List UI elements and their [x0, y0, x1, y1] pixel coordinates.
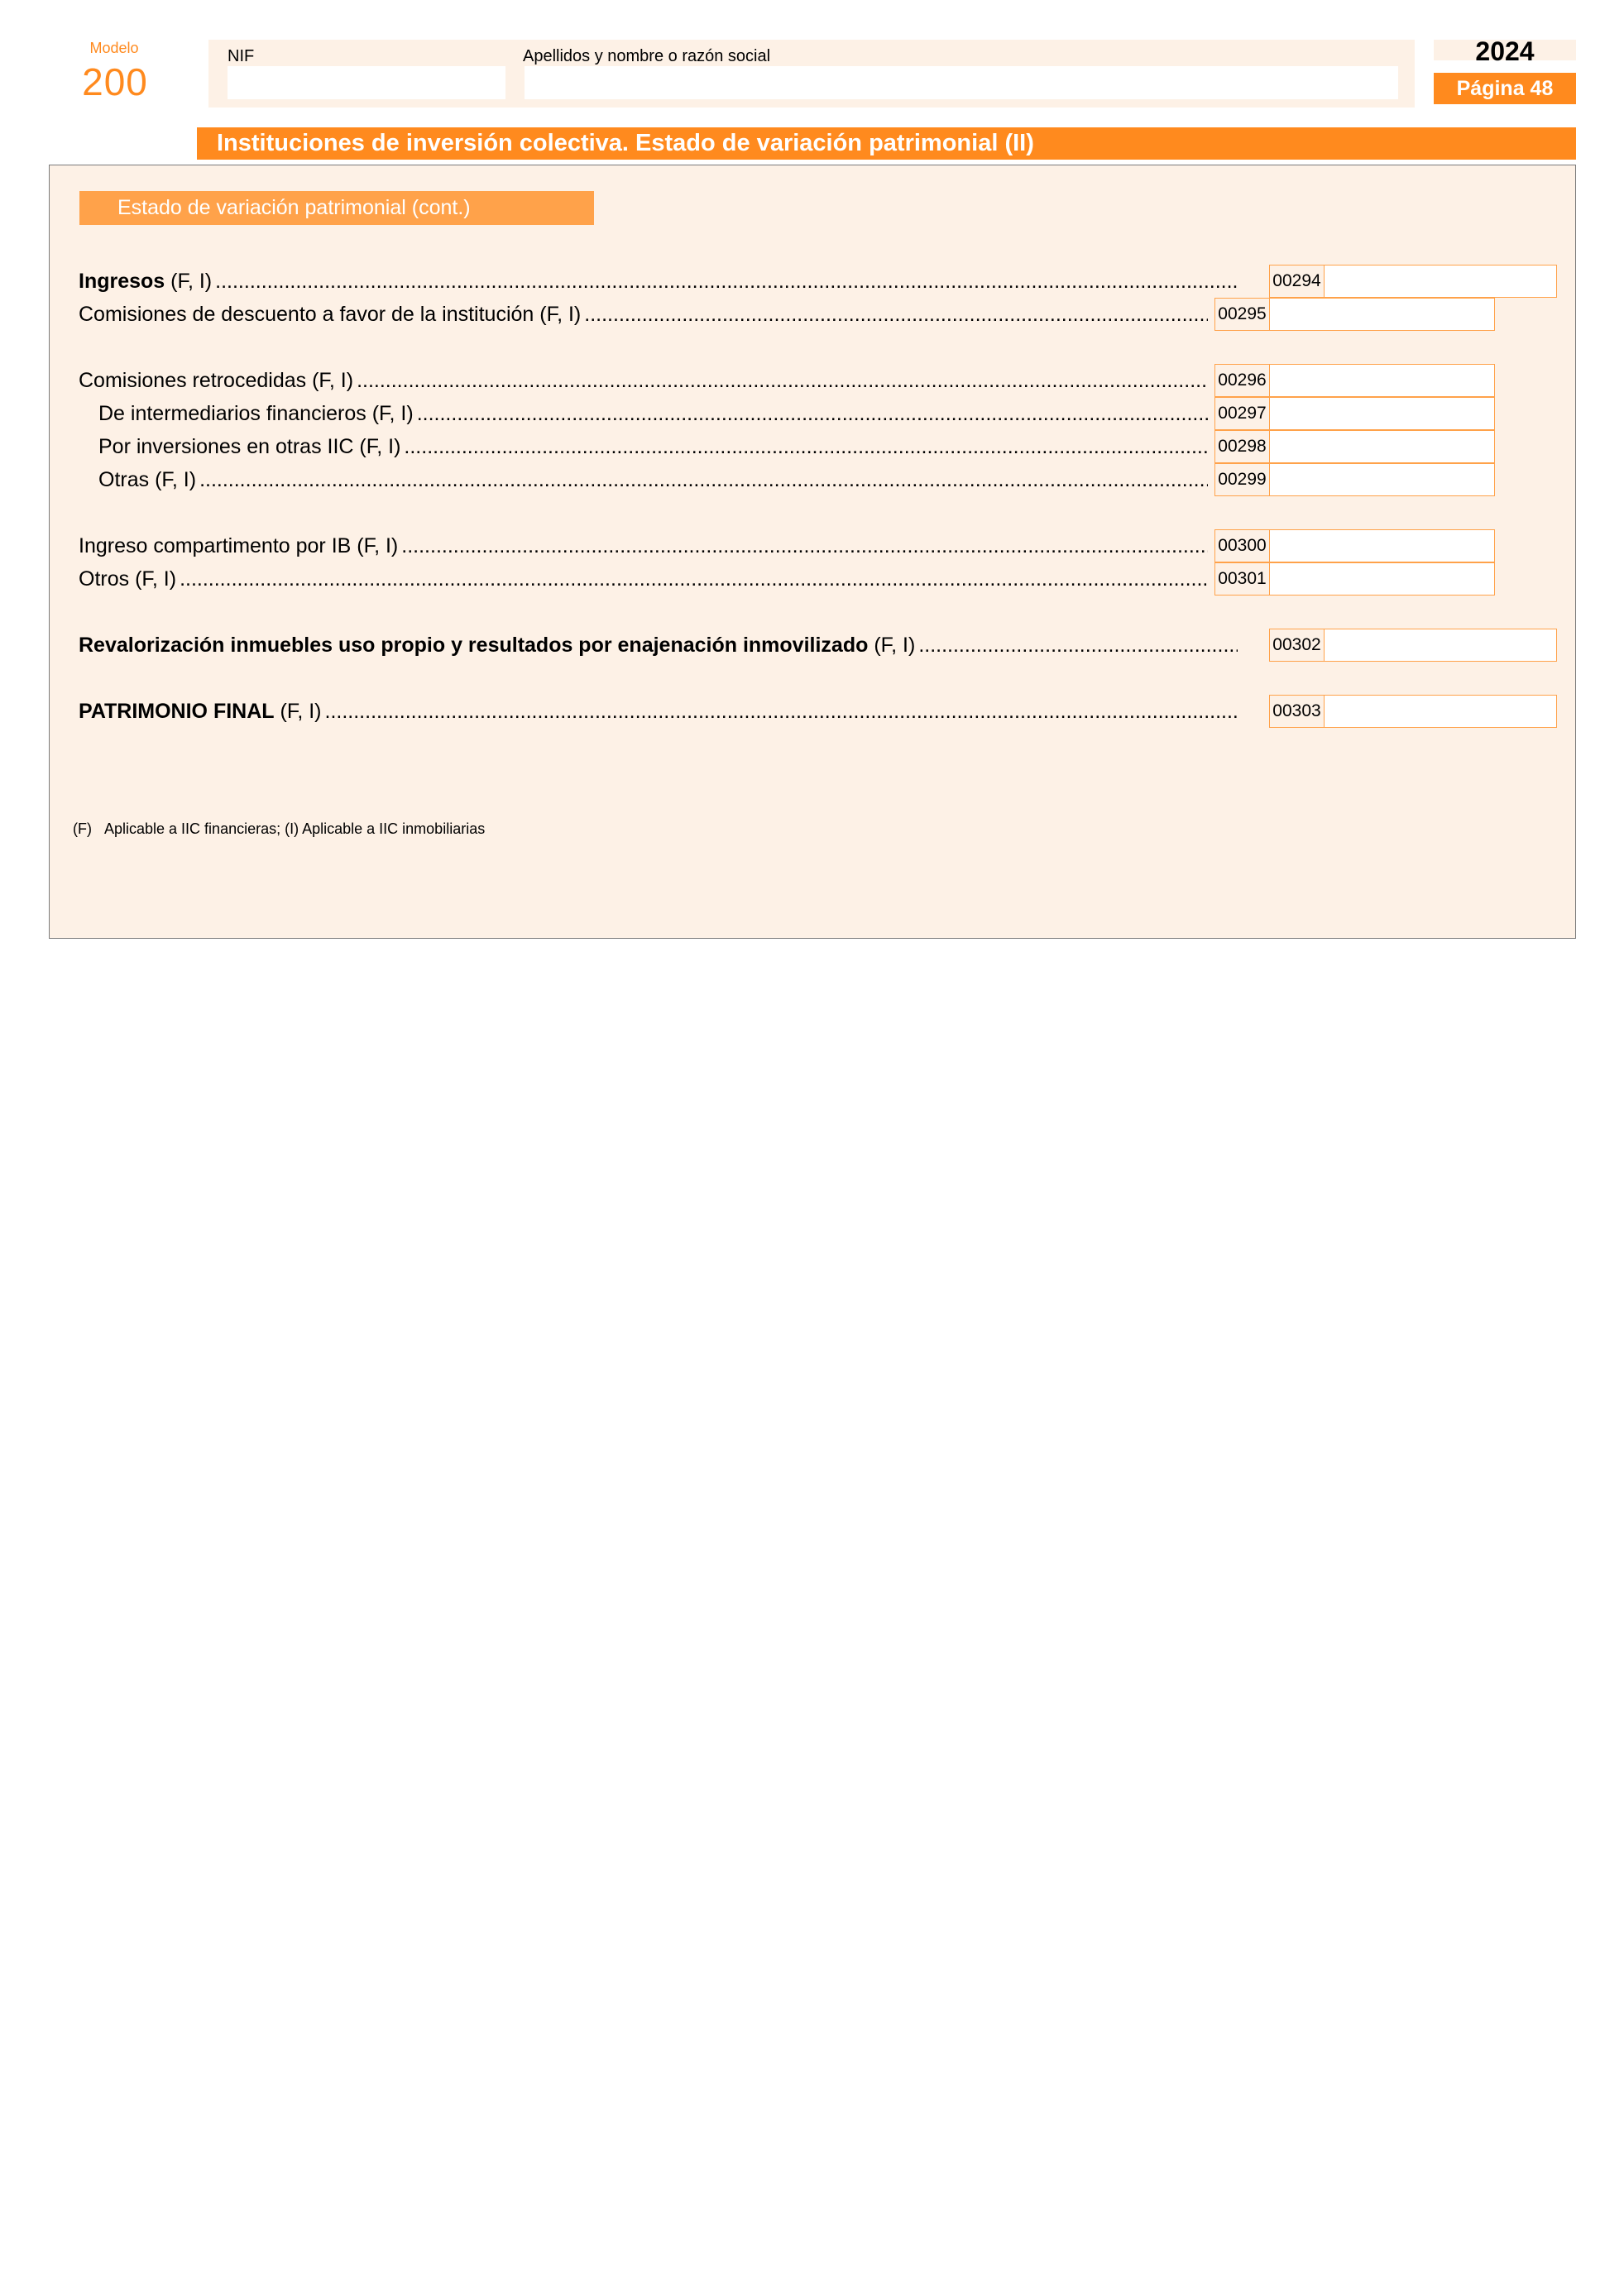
nif-label: NIF: [228, 47, 255, 65]
row-label-text: De intermediarios financieros (F, I): [98, 401, 414, 425]
row-label-text: Comisiones de descuento a favor de la institución (F, I): [79, 302, 582, 326]
row-patrimonio-final: [79, 695, 1557, 728]
row-label-text: (F, I): [165, 269, 213, 293]
leader-dots: [417, 402, 1208, 426]
row-label-text: Ingreso compartimento por IB (F, I): [79, 533, 399, 557]
leader-dots: [401, 534, 1208, 558]
amount-input[interactable]: [1270, 364, 1495, 397]
row-label-text: (F, I): [274, 699, 322, 723]
row-label: [79, 634, 915, 658]
row-label-text: (F, I): [868, 633, 916, 657]
footnote-mark: (F): [73, 820, 92, 837]
year: 2024: [1475, 36, 1535, 66]
leader-dots: [180, 567, 1208, 591]
row-label-text: Comisiones retrocedidas (F, I): [79, 368, 354, 392]
row-ingresos: [79, 265, 1557, 298]
box-code: 00294: [1269, 265, 1325, 298]
row-intermediarios-financieros: [79, 397, 1495, 430]
box-code: 00300: [1214, 529, 1270, 562]
row-label: [79, 700, 322, 724]
leader-dots: [199, 468, 1208, 492]
leader-dots: [918, 634, 1238, 658]
name-label: Apellidos y nombre o razón social: [523, 47, 771, 65]
name-input[interactable]: [525, 66, 1398, 99]
leader-dots: [404, 435, 1208, 459]
footnote-text: Aplicable a IIC financieras; (I) Aplicable a IIC inmobiliarias: [104, 820, 486, 837]
box-code: 00296: [1214, 364, 1270, 397]
amount-input[interactable]: [1270, 298, 1495, 331]
row-inversiones-otras-iic: [79, 430, 1495, 463]
row-label: [79, 435, 400, 459]
page-title: Instituciones de inversión colectiva. Estado de variación patrimonial (II): [197, 127, 1576, 160]
box-code: 00298: [1214, 430, 1270, 463]
leader-dots: [357, 369, 1208, 393]
row-label: [79, 402, 414, 426]
section-header: Estado de variación patrimonial (cont.): [79, 191, 594, 225]
row-label: [79, 567, 176, 591]
box-code: 00295: [1214, 298, 1270, 331]
modelo-number: 200: [82, 60, 148, 103]
leader-dots: [325, 700, 1238, 724]
amount-input[interactable]: [1325, 629, 1557, 662]
box-code: 00301: [1214, 562, 1270, 596]
row-label-text: Otras (F, I): [98, 467, 197, 491]
amount-input[interactable]: [1270, 529, 1495, 562]
row-otras: [79, 463, 1495, 496]
row-otros: [79, 562, 1495, 596]
nif-input[interactable]: [228, 66, 505, 99]
row-label-text: Otros (F, I): [79, 567, 177, 591]
row-comisiones-retrocedidas: [79, 364, 1495, 397]
amount-input[interactable]: [1325, 265, 1557, 298]
row-comisiones-descuento: [79, 298, 1495, 331]
row-label: [79, 369, 353, 393]
amount-input[interactable]: [1270, 562, 1495, 596]
leader-dots: [584, 303, 1208, 327]
box-code: 00303: [1269, 695, 1325, 728]
box-code: 00302: [1269, 629, 1325, 662]
footnote: [73, 820, 485, 838]
box-code: 00299: [1214, 463, 1270, 496]
amount-input[interactable]: [1270, 463, 1495, 496]
amount-input[interactable]: [1270, 430, 1495, 463]
box-code: 00297: [1214, 397, 1270, 430]
amount-input[interactable]: [1325, 695, 1557, 728]
row-label-text: Por inversiones en otras IIC (F, I): [98, 434, 401, 458]
amount-input[interactable]: [1270, 397, 1495, 430]
row-label: [79, 270, 212, 294]
row-label-bold: Ingresos: [79, 269, 165, 293]
row-label: [79, 468, 196, 492]
row-label: [79, 303, 581, 327]
row-ingreso-compartimento: [79, 529, 1495, 562]
row-revalorizacion-inmuebles: [79, 629, 1557, 662]
row-label-bold: PATRIMONIO FINAL: [79, 699, 275, 723]
page-number: Página 48: [1434, 73, 1576, 104]
modelo-label: Modelo: [89, 40, 139, 56]
leader-dots: [215, 270, 1238, 294]
row-label: [79, 534, 398, 558]
row-label-bold: Revalorización inmuebles uso propio y resultados por enajenación inmovilizado: [79, 633, 869, 657]
